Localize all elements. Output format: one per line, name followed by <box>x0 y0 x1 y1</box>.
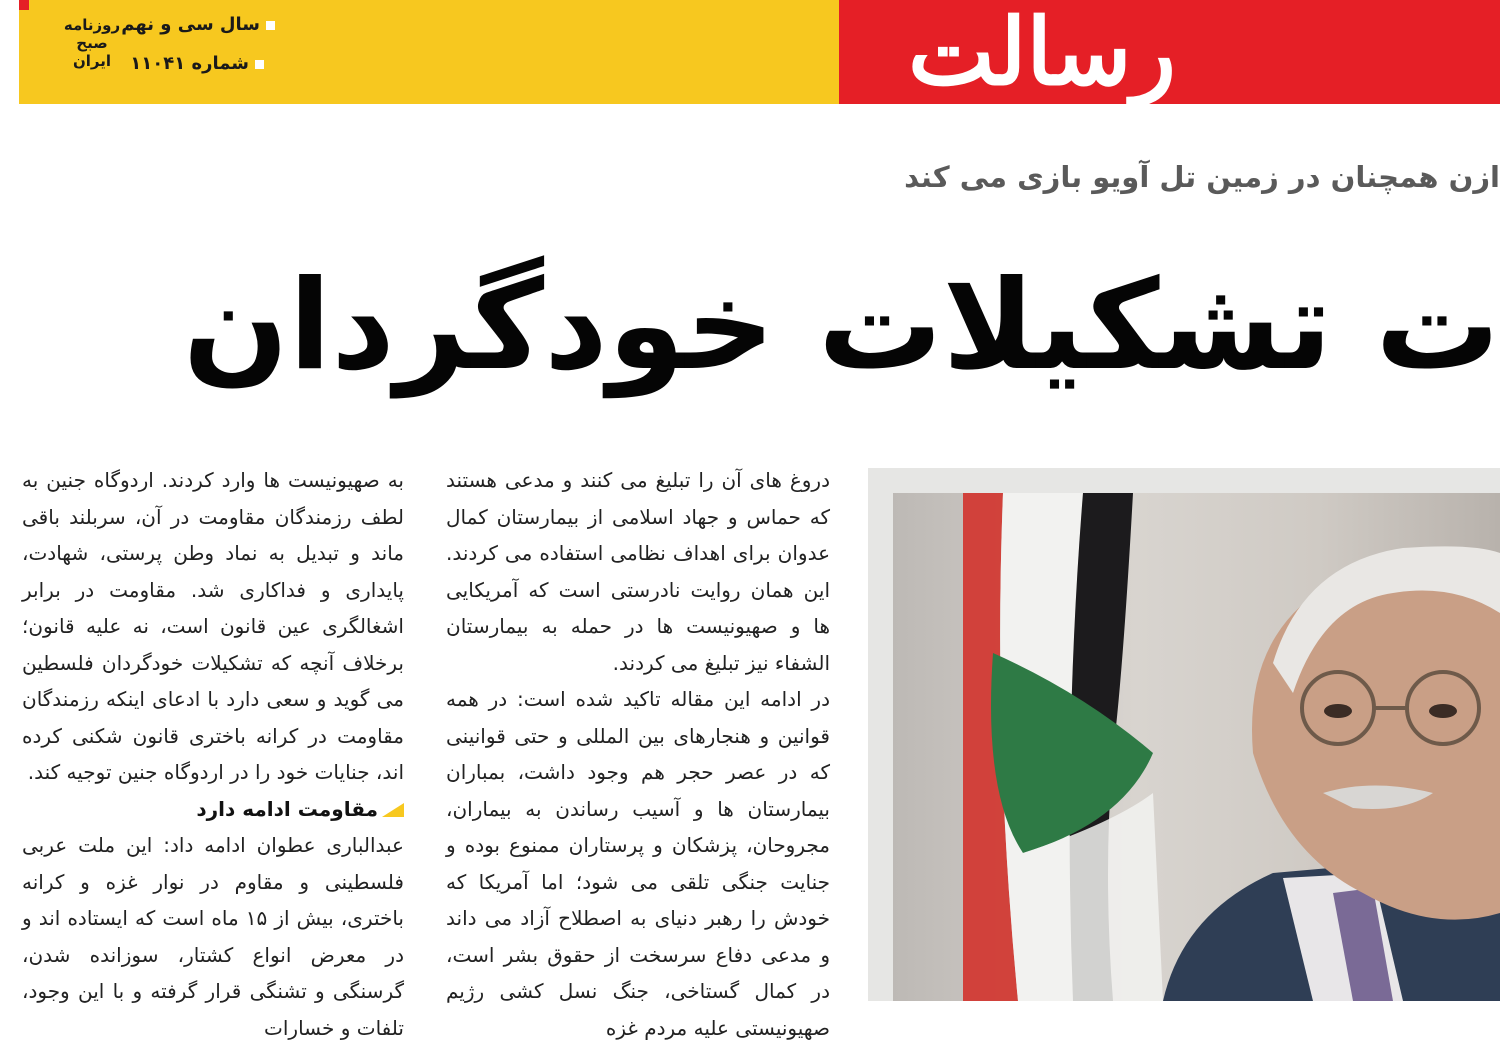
triangle-marker-icon <box>382 803 404 817</box>
paragraph: به صهیونیست ها وارد کردند. اردوگاه جنین به لطف رزمندگان مقاومت در آن، سربلند باقی ماند و تبدیل به نماد وطن پرستی، شهادت، پایداری و فداکاری شد. مقاومت در برابر اشغالگری عین قانون است، نه علیه قانون؛ برخلاف آنچه که تشکیلات خودگردان فلسطین می گوید و سعی دارد با ادعای اینکه رزمندگان مقاومت در کرانه باختری قانون شکنی کرده اند، جنایات خود را در اردوگاه جنین توجیه کند. <box>22 468 404 784</box>
paragraph: دروغ های آن را تبلیغ می کنند و مدعی هستند که حماس و جهاد اسلامی از بیمارستان کمال عدوان برای اهداف نظامی استفاده می کردند. این همان روایت نادرستی است که آمریکایی ها و صهیونیست ها در حمله به بیمارستان الشفاء نیز تبلیغ می کردند. <box>446 468 830 675</box>
section-title-text: مقاومت ادامه دارد <box>196 796 378 821</box>
corner-mark <box>19 0 29 10</box>
paper-name-line: ایران <box>72 52 112 70</box>
paper-name-line: روزنامه <box>63 16 121 34</box>
issue-text: شماره ۱۱۰۴۱ <box>130 53 249 74</box>
paper-name-line: صبح <box>76 34 108 52</box>
article-photo <box>893 493 1500 1001</box>
bullet-square-icon <box>255 60 264 69</box>
article-subhead: ازن همچنان در زمین تل آویو بازی می کند <box>904 160 1500 194</box>
section-title <box>22 791 404 828</box>
issue-label <box>130 53 264 74</box>
year-label <box>121 14 275 35</box>
paper-name-block <box>54 16 130 70</box>
paragraph: در ادامه این مقاله تاکید شده است: در همه قوانین و هنجارهای بین المللی و حتی قوانینی که در عصر حجر هم وجود داشت، بمباران بیمارستان ها و آسیب رساندن به بیماران، مجروحان، پزشکان و پرستاران ممنوع بوده و جنایت جنگی تلقی می شود؛ اما آمریکا که خودش را رهبر دنیای به اصطلاح آزاد می داند و مدعی دفاع سرسخت از حقوق بشر است، در کمال گستاخی، جنگ نسل کشی رژیم صهیونیستی علیه مردم غزه <box>446 687 830 1040</box>
paragraph: عبدالباری عطوان ادامه داد: این ملت عربی فلسطینی و مقاوم در نوار غزه و کرانه باختری، بیش از ۱۵ ماه است که ایستاده اند و در معرض انواع کشتار، سوزانده شدن، گرسنگی و تشنگی قرار گرفته و با این وجود، تلفات و خسارات <box>22 833 405 1040</box>
portrait-image <box>1073 493 1500 1001</box>
article-column-left <box>22 462 405 1040</box>
newspaper-logo: رسالت <box>908 0 1176 106</box>
bullet-square-icon <box>266 21 275 30</box>
year-text: سال سی و نهم <box>121 14 260 35</box>
article-column-right <box>446 462 830 1040</box>
article-headline: ت تشکیلات خودگردان <box>182 254 1500 398</box>
